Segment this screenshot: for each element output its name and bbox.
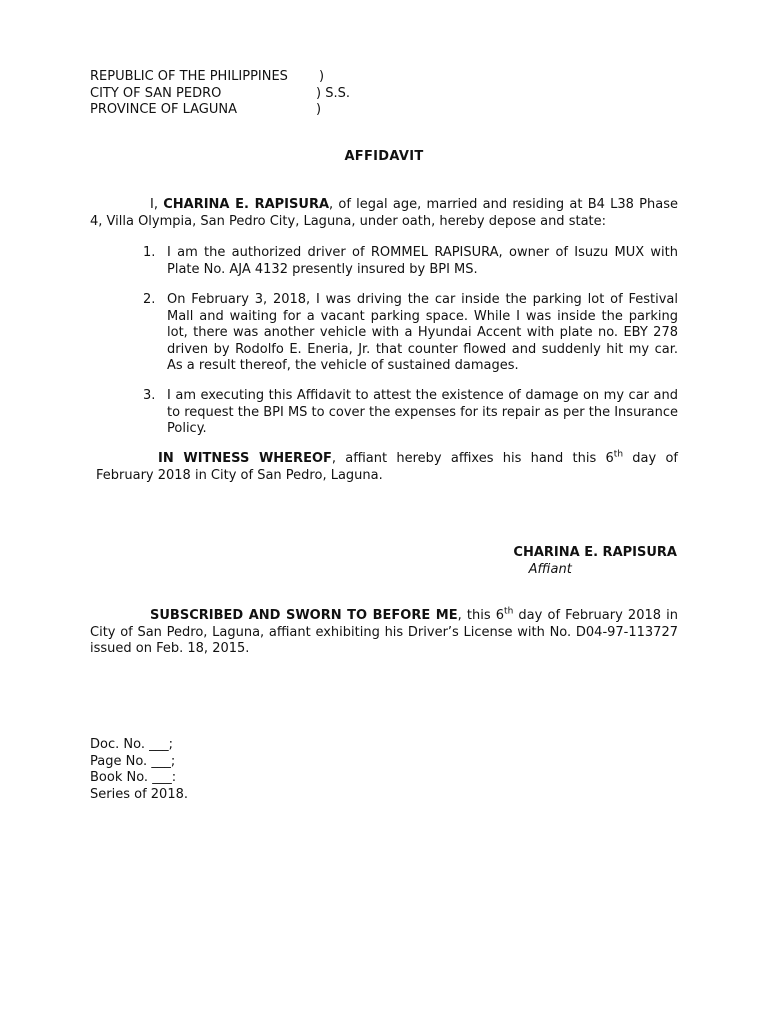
- jurat-paragraph: [90, 608, 678, 658]
- venue-country: REPUBLIC OF THE PHILIPPINES: [90, 69, 288, 84]
- jurat-lead: SUBSCRIBED AND SWORN TO BEFORE ME: [150, 608, 458, 623]
- list-text: On February 3, 2018, I was driving the car inside the parking lot of Festival Mall and waiting for a vacant parking space. While I was inside the parking lot, there was another vehicle with a Hyundai Accent with plate no. EBY 278 driven by Rodolfo E. Eneria, Jr. that counter flowed and suddenly hit my car. As a result thereof, the vehicle of sustained damages.: [167, 292, 678, 373]
- intro-text: , of legal age, married and residing at B4 L38 Phase 4, Villa Olympia, San Pedro City, Laguna, under oath, hereby depose and state:: [90, 197, 678, 229]
- intro-pre: I,: [150, 197, 164, 212]
- affiant-name: CHARINA E. RAPISURA: [163, 197, 330, 212]
- list-item: [143, 292, 678, 375]
- venue-paren-ss: ) S.S.: [316, 85, 350, 101]
- book-no: Book No. ___:: [90, 770, 177, 785]
- list-text: I am executing this Affidavit to attest the existence of damage on my car and to request the BPI MS to cover the expenses for its repair as per the Insurance Policy.: [167, 388, 678, 436]
- list-number: 3.: [143, 388, 156, 403]
- document-title: AFFIDAVIT: [344, 149, 424, 164]
- signature-name: CHARINA E. RAPISURA: [513, 545, 677, 560]
- witness-ordinal: th: [613, 449, 624, 460]
- venue-province: PROVINCE OF LAGUNA: [90, 102, 238, 117]
- jurat-text-a: , this 6: [457, 608, 505, 623]
- list-item: [143, 245, 678, 278]
- list-number: 1.: [143, 245, 156, 260]
- page-no: Page No. ___;: [90, 753, 176, 769]
- venue-paren: ): [319, 69, 325, 84]
- signature-role: Affiant: [528, 561, 572, 577]
- jurat-ordinal: th: [504, 606, 514, 617]
- list-number: 2.: [143, 292, 156, 307]
- witness-paragraph: [96, 451, 678, 484]
- signature-block: [513, 545, 677, 578]
- venue-paren: ): [316, 102, 322, 117]
- list-text: I am the authorized driver of ROMMEL RAPISURA, owner of Isuzu MUX with Plate No. AJA 4132 presently insured by BPI MS.: [167, 245, 678, 277]
- notarial-register: [90, 737, 188, 803]
- witness-lead: IN WITNESS WHEREOF: [158, 451, 332, 466]
- witness-text-b: day of February 2018 in City of San Pedro, Laguna.: [96, 451, 678, 483]
- series-year: Series of 2018.: [90, 786, 188, 802]
- witness-text-a: , affiant hereby affixes his hand this 6: [331, 451, 614, 466]
- jurat-text-b: day of February 2018 in City of San Pedro, Laguna, affiant exhibiting his Driver’s License with No. D04-97-113727 issued on Feb. 18, 2015.: [90, 608, 679, 656]
- list-item: [143, 388, 678, 438]
- venue-city: CITY OF SAN PEDRO: [90, 85, 222, 101]
- doc-no: Doc. No. ___;: [90, 737, 173, 752]
- intro-paragraph: [90, 197, 678, 230]
